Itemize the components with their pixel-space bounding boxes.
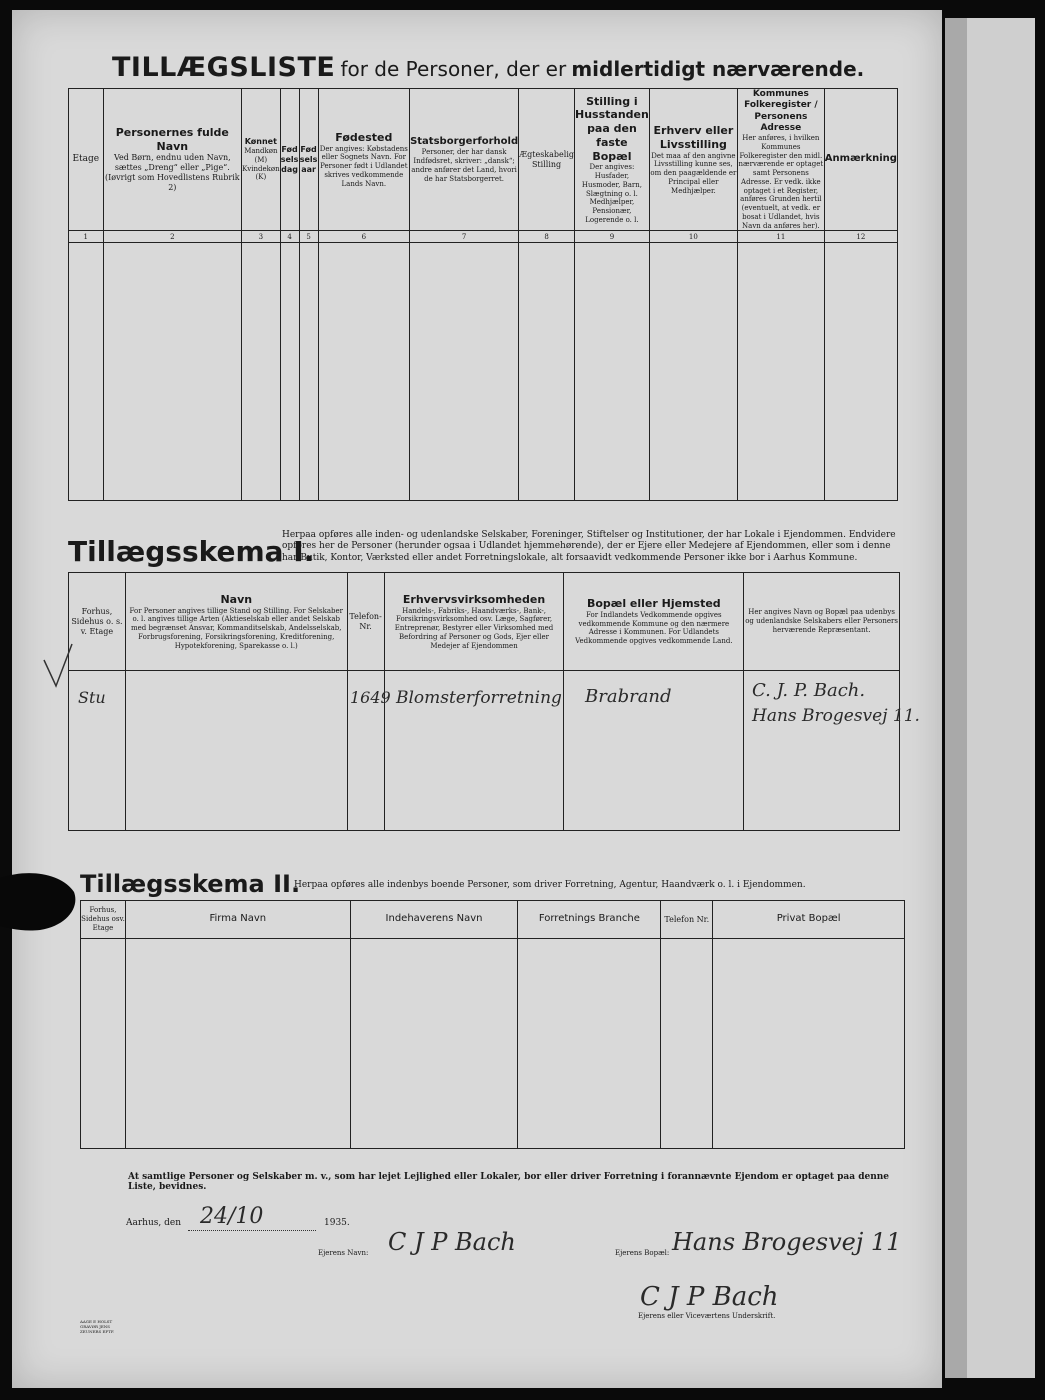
s2-col-bopael: Privat Bopæl <box>713 901 905 939</box>
main-col-8: Ægteskabelig Stilling <box>519 89 575 231</box>
main-body-cell <box>649 243 737 501</box>
main-col-5: Fødselsaar <box>299 89 318 231</box>
main-col-3: Kønnet Mandkøn (M) Kvindekøn (K) <box>242 89 281 231</box>
colnum-10: 10 <box>649 231 737 243</box>
main-list-table <box>68 88 898 501</box>
main-col-12: Anmærkning <box>824 89 897 231</box>
printer-mark: AAGE E HOLST GRAVØR JENS ZEUNERS EFTF. <box>80 1319 115 1334</box>
signature-label: Ejerens eller Viceværtens Underskrift. <box>638 1312 776 1320</box>
main-body-cell <box>824 243 897 501</box>
s1-col-navn: Navn For Personer angives tillige Stand og Stilling. For Selskaber o. l. angives tillige Arten (Aktieselskab eller andet Selskab med begrænset Ansvar, Kommanditselskab, Andelsselskab, Forbrugsforening, Forsikringsforening, Kreditforening, Hypotekforening, Sparekasse o. l.) <box>125 573 347 671</box>
footer-year: 1935. <box>324 1218 350 1228</box>
main-body-cell <box>69 243 104 501</box>
colnum-3: 3 <box>242 231 281 243</box>
s1-col-telefon: Telefon-Nr. <box>347 573 384 671</box>
colnum-2: 2 <box>103 231 242 243</box>
s1-entry-rep-address: Hans Brogesvej 11. <box>752 706 920 726</box>
colnum-1: 1 <box>69 231 104 243</box>
schema2-intro: Herpaa opføres alle indenbys boende Personer, som driver Forretning, Agentur, Haandværk o. l. i Ejendommen. <box>294 880 806 890</box>
main-body-cell <box>280 243 299 501</box>
owner-signature: C J P Bach <box>640 1282 779 1312</box>
s1-body-cell <box>125 671 347 831</box>
main-col-2: Personernes fulde Navn Ved Børn, endnu uden Navn, sættes „Dreng“ eller „Pige“. (Iøvrigt som Hovedlistens Rubrik 2) <box>103 89 242 231</box>
s1-col-erhverv: Erhvervsvirksomheden Handels-, Fabriks-, Haandværks-, Bank-, Forsikringsvirksomhed osv. Læge, Sagfører, Entreprenør, Bestyrer eller Virksomhed med Befordring af Personer og Gods, Ejer eller Medejer af Ejendommen <box>384 573 564 671</box>
main-col-6: Fødested Der angives: Købstadens eller Sognets Navn. For Personer født i Udlandet skrives vedkommende Lands Navn. <box>318 89 410 231</box>
date-line <box>188 1230 316 1231</box>
main-body-row <box>69 243 898 501</box>
footer-city: Aarhus, den <box>126 1218 181 1228</box>
main-col-1: Etage <box>69 89 104 231</box>
main-body-cell <box>299 243 318 501</box>
main-body-cell <box>519 243 575 501</box>
main-body-cell <box>575 243 650 501</box>
s2-body-cell <box>713 939 905 1149</box>
s2-body-cell <box>81 939 126 1149</box>
s1-entry-business: Blomsterforretning <box>396 688 562 708</box>
s1-entry-rep-name: C. J. P. Bach. <box>752 680 866 701</box>
schema2-body-row <box>81 939 905 1149</box>
footer-statement: At samtlige Personer og Selskaber m. v., som har lejet Lejlighed eller Lokaler, bor eller driver Forretning i forannævnte Ejendom er optaget paa denne Liste, bevidnes. <box>128 1172 890 1192</box>
s1-entry-residence: Brabrand <box>585 686 672 707</box>
main-title <box>112 52 864 83</box>
owner-name: C J P Bach <box>388 1228 516 1256</box>
schema1-intro: Herpaa opføres alle inden- og udenlandske Selskaber, Foreninger, Stiftelser og Institutioner, der har Lokale i Ejendommen. Endvidere opføres her de Personer (herunder ogsaa i Udlandet hjemmehørende), der er Ejere eller Medejere af Ejendommen, eller som i denne har Butik, Kontor, Værksted eller andet Forretningslokale, alt forsaavidt vedkommende Personer ikke bor i Aarhus Kommune. <box>282 530 896 563</box>
colnum-7: 7 <box>410 231 519 243</box>
s2-col-telefon: Telefon Nr. <box>661 901 713 939</box>
title-tillaegsliste: TILLÆGSLISTE <box>112 52 336 83</box>
main-body-cell <box>318 243 410 501</box>
main-col-11: Kommunes Folkeregister / Personens Adresse Her anføres, i hvilken Kommunes Folkeregister den midl. nærværende er optaget samt Personens Adresse. Er vedk. ikke optaget i et Register, anføres Grunden hertil (eventuelt, at vedk. er bosat i Udlandet, hvis Navn da anføres her). <box>738 89 824 230</box>
s2-body-cell <box>125 939 350 1149</box>
s2-body-cell <box>350 939 518 1149</box>
s1-col-repraesentant: Her angives Navn og Bopæl paa udenbys og udenlandske Selskabers eller Personers herværende Repræsentant. <box>744 573 900 671</box>
thumb-shadow <box>0 868 80 938</box>
main-col-7: Statsborgerforhold Personer, der har dansk Indfødsret, skriver: „dansk“; andre anfører det Land, hvori de har Statsborgerret. <box>410 89 519 231</box>
main-body-cell <box>242 243 281 501</box>
footer-date: 24/10 <box>200 1204 264 1229</box>
s1-col-etage: Forhus, Sidehus o. s. v. Etage <box>69 573 126 671</box>
main-body-cell <box>737 243 824 501</box>
schema2-title: Tillægsskema II. <box>80 870 301 898</box>
s2-col-indehaver: Indehaverens Navn <box>350 901 518 939</box>
schema1-title: Tillægsskema I. <box>68 535 315 568</box>
s2-body-cell <box>661 939 713 1149</box>
s2-col-etage: Forhus, Sidehus osv. Etage <box>81 901 126 939</box>
schema1-header-row <box>69 573 900 671</box>
s1-col-bopael: Bopæl eller Hjemsted For Indlandets Vedkommende opgives vedkommende Kommune og den nærmere Adresse i Kommunen. For Udlandets Vedkommende opgives vedkommende Land. <box>564 573 744 671</box>
main-col-4: Fødselsdag <box>280 89 299 231</box>
check-mark-icon <box>40 640 80 690</box>
title-middle: for de Personer, der er <box>340 57 567 81</box>
main-colnum-row <box>69 231 898 243</box>
colnum-4: 4 <box>280 231 299 243</box>
owner-name-label: Ejerens Navn: <box>318 1249 369 1257</box>
main-body-cell <box>410 243 519 501</box>
title-bold: midlertidigt nærværende. <box>571 57 865 81</box>
s1-entry-etage: Stu <box>78 688 106 707</box>
owner-address: Hans Brogesvej 11 <box>672 1228 902 1256</box>
s2-col-branche: Forretnings Branche <box>518 901 661 939</box>
s1-entry-phone: 1649 <box>350 688 391 707</box>
main-col-9: Stilling i Husstanden paa den faste Bopæl Der angives: Husfader, Husmoder, Barn, Slægtning o. l. Medhjælper, Pensionær, Logerende o. l. <box>575 89 650 231</box>
main-body-cell <box>103 243 242 501</box>
owner-address-label: Ejerens Bopæl: <box>615 1249 670 1257</box>
s2-col-firma: Firma Navn <box>125 901 350 939</box>
colnum-11: 11 <box>737 231 824 243</box>
s2-body-cell <box>518 939 661 1149</box>
colnum-5: 5 <box>299 231 318 243</box>
colnum-9: 9 <box>575 231 650 243</box>
next-page-edge <box>945 18 1035 1378</box>
schema2-header-row <box>81 901 905 939</box>
colnum-8: 8 <box>519 231 575 243</box>
main-header-row <box>69 89 898 231</box>
main-col-10: Erhverv eller Livsstilling Det maa af den angivne Livsstilling kunne ses, om den paagældende er Principal eller Medhjælper. <box>649 89 737 231</box>
colnum-6: 6 <box>318 231 410 243</box>
page-fold <box>945 18 967 1378</box>
colnum-12: 12 <box>824 231 897 243</box>
schema2-table <box>80 900 905 1149</box>
